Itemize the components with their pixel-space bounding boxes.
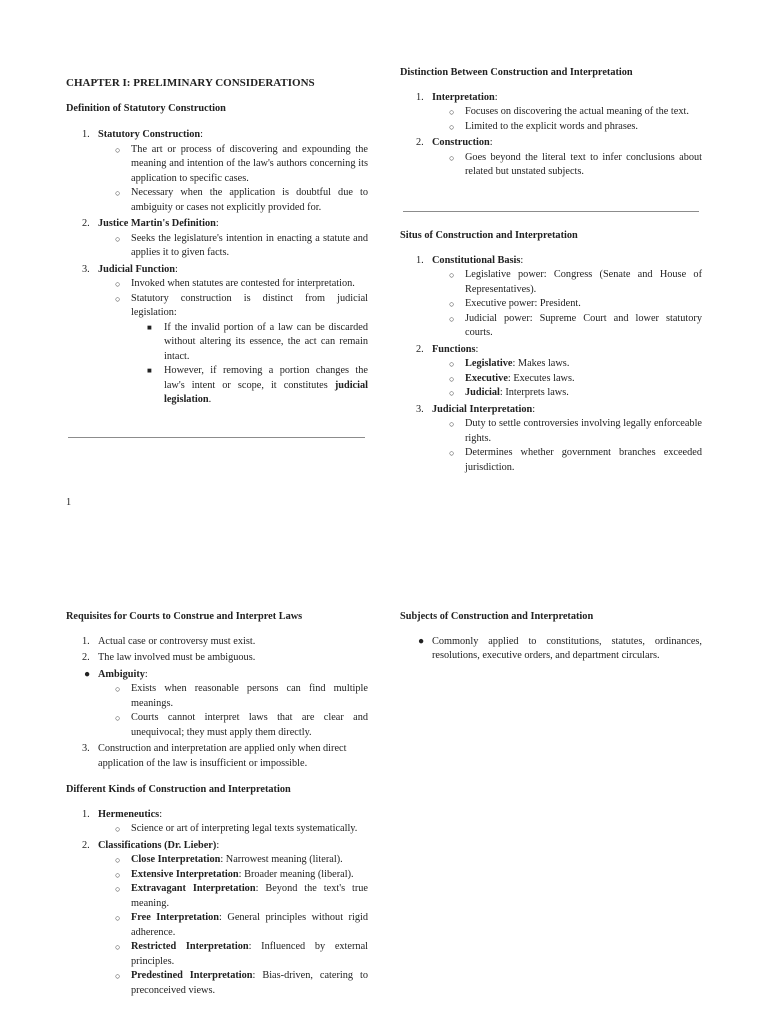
list-item: ○ Legislative: Makes laws. (400, 357, 702, 372)
list-item: ● Ambiguity: (66, 668, 368, 683)
list-item: ○ Restricted Interpretation: Influenced by external principles. (115, 941, 368, 967)
list-item: ○ Duty to settle controversies involving legally enforceable rights. (449, 418, 702, 444)
circle-bullet-icon: ○ (449, 388, 455, 398)
list-item: ■ However, if removing a portion changes the law's intent or scope, it constitutes judicial legislation. (147, 365, 368, 405)
section-heading-kinds: Different Kinds of Construction and Interpretation (66, 784, 291, 795)
page-number: 1 (66, 497, 72, 508)
list-item: ○ Statutory construction is distinct from judicial legislation: (115, 292, 368, 318)
list-item: ○ Predestined Interpretation: Bias-driven, catering to preconceived views. (115, 970, 368, 996)
square-bullet-icon: ■ (147, 366, 152, 375)
item-title: Constitutional Basis (432, 254, 521, 266)
circle-bullet-icon: ○ (449, 419, 455, 429)
item-title: Statutory Construction (98, 129, 201, 140)
list-item: 1. Statutory Construction: (82, 129, 203, 140)
circle-bullet-icon: ○ (115, 971, 121, 981)
list-item: ○ Exists when reasonable persons can find multiple meanings. (115, 683, 368, 709)
list-item: 2. Classifications (Dr. Lieber): (82, 839, 220, 851)
list-item: ■ If the invalid portion of a law can be discarded without altering its essence, the act can remain intact. (147, 321, 368, 362)
section-heading-subjects: Subjects of Construction and Interpretation (400, 611, 594, 622)
list-item: ○ Invoked when statutes are contested for interpretation. (66, 277, 368, 292)
list-item: ○ Courts cannot interpret laws that are clear and unequivocal; they must apply them directly. (115, 712, 368, 738)
circle-bullet-icon: ○ (115, 293, 121, 304)
circle-bullet-icon: ○ (115, 824, 121, 834)
page2-left-column (66, 610, 368, 998)
requisites-list (66, 635, 368, 772)
chapter-title: CHAPTER I: PRELIMINARY CONSIDERATIONS (66, 77, 315, 89)
circle-bullet-icon: ○ (449, 121, 455, 132)
section-heading-situs: Situs of Construction and Interpretation (400, 230, 578, 241)
subjects-list (400, 635, 702, 664)
square-bullet-icon: ■ (147, 322, 152, 332)
circle-bullet-icon: ○ (115, 913, 121, 923)
circle-bullet-icon: ○ (449, 373, 455, 384)
circle-bullet-icon: ○ (449, 359, 455, 369)
circle-bullet-icon: ○ (449, 313, 455, 324)
page1-left-column (66, 76, 368, 408)
item-title: Construction (432, 137, 490, 148)
circle-bullet-icon: ○ (115, 855, 121, 865)
circle-bullet-icon: ○ (449, 299, 455, 309)
circle-bullet-icon: ○ (115, 942, 121, 952)
item-title: Judicial Interpretation (432, 403, 533, 415)
circle-bullet-icon: ○ (449, 448, 455, 458)
list-item: 3. Construction and interpretation are applied only when direct application of the law is insufficient or impossible. (82, 743, 347, 769)
circle-bullet-icon: ○ (115, 869, 121, 880)
list-item: ○ The art or process of discovering and expounding the meaning and intention of the law's authors concerning its application to specific cases. (115, 143, 368, 184)
section-heading-definition: Definition of Statutory Construction (66, 102, 226, 114)
bullet-dot-icon: ● (84, 668, 91, 680)
kinds-list (66, 808, 368, 999)
circle-bullet-icon: ○ (115, 233, 121, 244)
list-item: ○ Extensive Interpretation: Broader meaning (liberal). (66, 868, 368, 883)
list-item: 2. Justice Martin's Definition: (82, 218, 219, 229)
item-title: Functions (432, 343, 476, 355)
list-item: 2. Construction: (416, 137, 493, 148)
circle-bullet-icon: ○ (115, 188, 121, 198)
section-heading-requisites: Requisites for Courts to Construe and Interpret Laws (66, 611, 303, 622)
list-item: ○ Executive: Executes laws. (400, 372, 702, 387)
list-item: ○ Science or art of interpreting legal texts systematically. (66, 822, 368, 837)
item-title: Interpretation (432, 91, 495, 103)
list-item: 3. Judicial Interpretation: (416, 403, 536, 415)
circle-bullet-icon: ○ (115, 884, 121, 894)
list-item: ○ Judicial power: Supreme Court and lower statutory courts. (449, 312, 702, 338)
circle-bullet-icon: ○ (115, 684, 121, 694)
list-item: 1. Actual case or controversy must exist. (82, 635, 256, 647)
divider (68, 437, 365, 438)
circle-bullet-icon: ○ (115, 713, 121, 723)
page2-right-column (400, 610, 702, 664)
list-item: ○ Legislative power: Congress (Senate and House of Representatives). (449, 269, 702, 295)
distinction-list (400, 91, 702, 180)
circle-bullet-icon: ○ (449, 107, 455, 117)
item-title: Judicial Function (98, 263, 175, 275)
list-item: 3. Judicial Function: (82, 263, 178, 275)
circle-bullet-icon: ○ (115, 144, 121, 155)
bullet-dot-icon: ● (418, 635, 425, 647)
definition-list (66, 128, 368, 408)
list-item: ○ Determines whether government branches exceeded jurisdiction. (449, 447, 702, 473)
list-item: ○ Extravagant Interpretation: Beyond the text's true meaning. (115, 883, 368, 909)
item-title: Justice Martin's Definition (98, 218, 216, 229)
list-item: ○ Close Interpretation: Narrowest meaning (literal). (66, 853, 368, 868)
list-item: 1. Hermeneutics: (82, 808, 163, 820)
page1-right-column (400, 66, 702, 180)
situs-list (400, 254, 702, 476)
list-item: 1. Constitutional Basis: (416, 254, 524, 266)
list-item: ○ Limited to the explicit words and phrases. (400, 120, 702, 135)
divider (403, 211, 699, 212)
list-item: ○ Executive power: President. (400, 297, 702, 312)
circle-bullet-icon: ○ (449, 152, 455, 163)
list-item: ○ Judicial: Interprets laws. (400, 386, 702, 401)
list-item: ○ Focuses on discovering the actual meaning of the text. (400, 105, 702, 120)
list-item: ○ Seeks the legislature's intention in enacting a statute and applies it to given facts. (115, 232, 368, 258)
list-item: ● Commonly applied to constitutions, statutes, ordinances, resolutions, executive orders, and department circulars. (418, 635, 702, 661)
section-heading-distinction: Distinction Between Construction and Interpretation (400, 67, 633, 78)
list-item: 2. Functions: (416, 343, 479, 355)
list-item: 1. Interpretation: (416, 91, 498, 103)
list-item: ○ Goes beyond the literal text to infer conclusions about related but unstated subjects. (449, 151, 702, 177)
circle-bullet-icon: ○ (115, 279, 121, 289)
list-item: ○ Free Interpretation: General principles without rigid adherence. (115, 912, 368, 938)
list-item: ○ Necessary when the application is doubtful due to ambiguity or cases not explicitly provided for. (115, 187, 368, 213)
situs-section (400, 229, 702, 475)
list-item: 2. The law involved must be ambiguous. (82, 652, 256, 663)
circle-bullet-icon: ○ (449, 270, 455, 280)
